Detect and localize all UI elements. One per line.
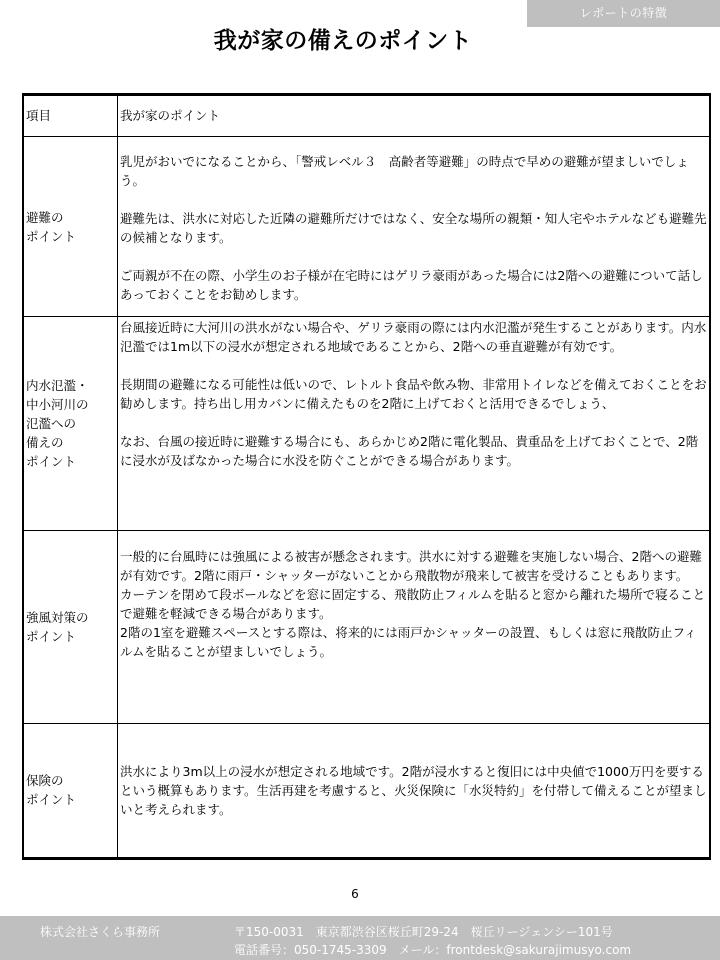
row-label-strong-wind: [24, 531, 118, 724]
paragraph: 長期間の避難になる可能性は低いので、レトルト食品や飲み物、非常用トイレなどを備えておくことをお勧めします。持ち出し用カバンに備えたものを2階に上げておくと活用できるでしょう、: [120, 377, 707, 412]
paragraph: なお、台風の接近時に避難する場合にも、あらかじめ2階に電化製品、貴重品を上げておくことで、2階に浸水が及ばなかった場合に水没を防ぐことができる場合があります。: [120, 434, 699, 469]
page-title: 我が家の備えのポイント: [213, 28, 473, 54]
row-label-inland-flood: [24, 317, 118, 531]
row-label-line: ポイント: [26, 228, 77, 244]
footer-address: 〒150-0031 東京都渋谷区桜丘町29-24 桜丘リージェンシー101号: [234, 925, 613, 939]
paragraph: ご両親が不在の際、小学生のお子様が在宅時にはゲリラ豪雨があった場合には2階への避難について話しあっておくことをお勧めします。: [120, 267, 703, 302]
paragraph: 台風接近時に大河川の洪水がない場合や、ゲリラ豪雨の際には内水氾濫が発生することがあります。内水氾濫では1m以下の浸水が想定される地域であることから、2階への垂直避難が有効です。: [120, 320, 707, 355]
column-header-points: 我が家のポイント: [118, 96, 710, 136]
table-row-strong-wind: [24, 531, 709, 724]
row-label-line: ポイント: [26, 629, 77, 645]
report-features-tab[interactable]: レポートの特徴: [527, 0, 720, 27]
row-label-line: ポイント: [26, 454, 77, 470]
row-label-line: 備えの: [26, 435, 64, 451]
footer-bar: [0, 916, 720, 960]
table-row-inland-flood: [24, 317, 709, 531]
row-content-insurance: [118, 723, 710, 857]
row-label-line: 強風対策の: [26, 610, 89, 626]
paragraph: 2階の1室を避難スペースとする際は、将来的には雨戸かシャッターの設置、もしくは窓に飛散防止フィルムを貼ることが望ましいでしょう。: [120, 625, 697, 660]
column-header-item: 項目: [24, 96, 118, 136]
row-label-line: 内水氾濫・: [26, 378, 89, 394]
page-number: 6: [351, 887, 359, 901]
row-content-evacuation: [118, 136, 710, 317]
footer-company: 株式会社さくら事務所: [40, 925, 161, 939]
paragraph: 乳児がおいでになることから、「警戒レベル３ 高齢者等避難」の時点で早めの避難が望ましいでしょう。: [120, 153, 689, 188]
row-label-line: ポイント: [26, 792, 77, 808]
row-label-line: 保険の: [26, 773, 64, 789]
row-label-line: 氾濫への: [26, 416, 77, 432]
table-header-row: [24, 96, 709, 136]
paragraph: 一般的に台風時には強風による被害が懸念されます。洪水に対する避難を実施しない場合、2階への避難が有効です。2階に雨戸・シャッターがないことから飛散物が飛来して被害を受けることもあります。: [120, 549, 702, 584]
points-table: [22, 93, 711, 860]
row-label-insurance: [24, 723, 118, 857]
row-content-inland-flood: [118, 317, 710, 531]
table-row-insurance: [24, 723, 709, 857]
row-label-evacuation: [24, 136, 118, 317]
paragraph: 洪水により3m以上の浸水が想定される地域です。2階が浸水すると復旧には中央値で1000万円を要するという概算もあります。生活再建を考慮すると、火災保険に「水災特約」を付帯して備えることが望ましいと考えられます。: [120, 763, 707, 817]
paragraph: カーテンを閉めて段ボールなどを窓に固定する、飛散防止フィルムを貼ると窓から離れた場所で寝ることで避難を軽減できる場合があります。: [120, 587, 706, 622]
row-content-strong-wind: [118, 531, 710, 724]
row-label-line: 中小河川の: [26, 397, 89, 413]
row-label-line: 避難の: [26, 209, 64, 225]
paragraph: 避難先は、洪水に対応した近隣の避難所だけではなく、安全な場所の親類・知人宅やホテルなども避難先の候補となります。: [120, 210, 707, 245]
table-row-evacuation: [24, 136, 709, 317]
footer-contact: 電話番号：050-1745-3309 メール：frontdesk@sakurajimusyo.com: [234, 943, 632, 957]
